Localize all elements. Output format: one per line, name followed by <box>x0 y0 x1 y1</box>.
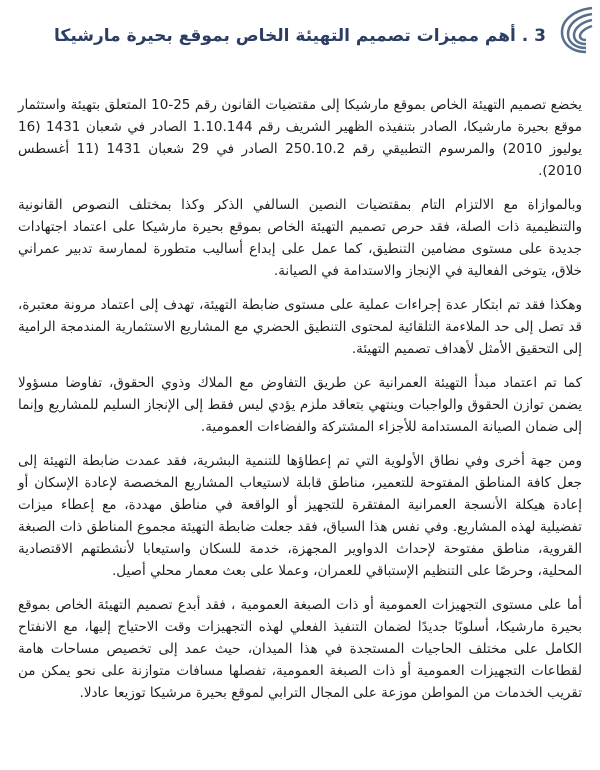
paragraph-legal-basis: يخضع تصميم التهيئة الخاص بموقع مارشيكا إلى مقتضيات القانون رقم 25-10 المتعلق بتهيئة واستثمار موقع بحيرة مارشيكا، الصادر بتنفيذه الظهير الشريف رقم 1.10.144 الصادر في شعبان 1431 (16 يوليوز 2010) والمرسوم التطبيقي رقم 250.10.2 الصادر في 29 شعبان 1431 (11 أغسطس 2010). <box>18 97 583 179</box>
marchica-logo-icon <box>556 4 596 56</box>
section-header <box>0 0 600 86</box>
section-title <box>54 26 546 46</box>
paragraph-zoning-innovation: وبالموازاة مع الالتزام التام بمقتضيات النصين السالفي الذكر وكذا بمختلف النصوص القانونية والتنظيمية ذات الصلة، فقد حرص تصميم التهيئة الخاص بموقع بحيرة مارشيكا على اعتماد اجتهادات جديدة على مستوى مضامين التنطيق، كما عمل على إبداع أساليب متطورة لممارسة تدبير عمراني خلاق، يتوخى الفعالية في الإنجاز والاستدامة في الصيانة. <box>18 197 582 279</box>
paragraph-human-development: ومن جهة أخرى وفي نطاق الأولوية التي تم إعطاؤها للتنمية البشرية، فقد عمدت ضابطة التهيئة إلى جعل كافة المناطق المفتوحة للتعمير، مناطق قابلة لاستيعاب المشاريع المخصصة لإعادة الإسكان أو إعادة هيكلة الأنسجة العمرانية المفتقرة للتجهيز أو الواقعة في مناطق مهددة، مع إعطاء ميزات تفضيلية لهذه المشاريع. وفي نفس هذا السياق، فقد جعلت ضابطة التهيئة مجموع المناطق ذات الصبغة القروية، مناطق مفتوحة لإحداث الدواوير المجهزة، خدمة للسكان واستيعابا لأنشطتهم الاقتصادية المحلية، وحرصًا على التنظيم الإستباقي للعمران، وعملا على بعث معمار محلي أصيل. <box>18 453 582 579</box>
section-number: 3 . <box>521 26 546 46</box>
document-body <box>18 94 582 704</box>
paragraph-public-equipment: أما على مستوى التجهيزات العمومية أو ذات الصبغة العمومية ، فقد أبدع تصميم التهيئة الخاص بموقع بحيرة مارشيكا، أسلوبًا جديدًا لضمان التنفيذ الفعلي لهذه التجهيزات وقت الاحتياج إليها، مع الانفتاح الكامل على مختلف الحاجيات المستجدة في هذا الميدان، حيث عمد إلى تخصيص مساحات هامة لقطاعات التجهيزات العمومية أو ذات الصبغة العمومية، تفصلها مسافات متوازنة على نحو يمكن من تقريب الخدمات من المواطن موزعة على المجال الترابي لموقع بحيرة مرشيكا توزيعا عادلا. <box>18 597 582 701</box>
paragraph-flexibility: وهكذا فقد تم ابتكار عدة إجراءات عملية على مستوى ضابطة التهيئة، تهدف إلى اعتماد مرونة معتبرة، قد تصل إلى حد الملاءمة التلقائية لمحتوى التنطيق الحضري مع المشاريع الاستثمارية المندمجة الرامية إلى التحقيق الأمثل لأهداف تصميم التهيئة. <box>18 297 582 357</box>
section-title-text: أهم مميزات تصميم التهيئة الخاص بموقع بحيرة مارشيكا <box>54 26 516 46</box>
paragraph-negotiation: كما تم اعتماد مبدأ التهيئة العمرانية عن طريق التفاوض مع الملاك وذوي الحقوق، تفاوضا مسؤولا يضمن توازن الحقوق والواجبات وينتهي بتعاقد ملزم يؤدي ليس فقط إلى الإنجاز السليم للمشاريع وإنما إلى ضمان الصيانة المستدامة للأجزاء المشتركة والفضاءات العمومية. <box>18 375 582 435</box>
